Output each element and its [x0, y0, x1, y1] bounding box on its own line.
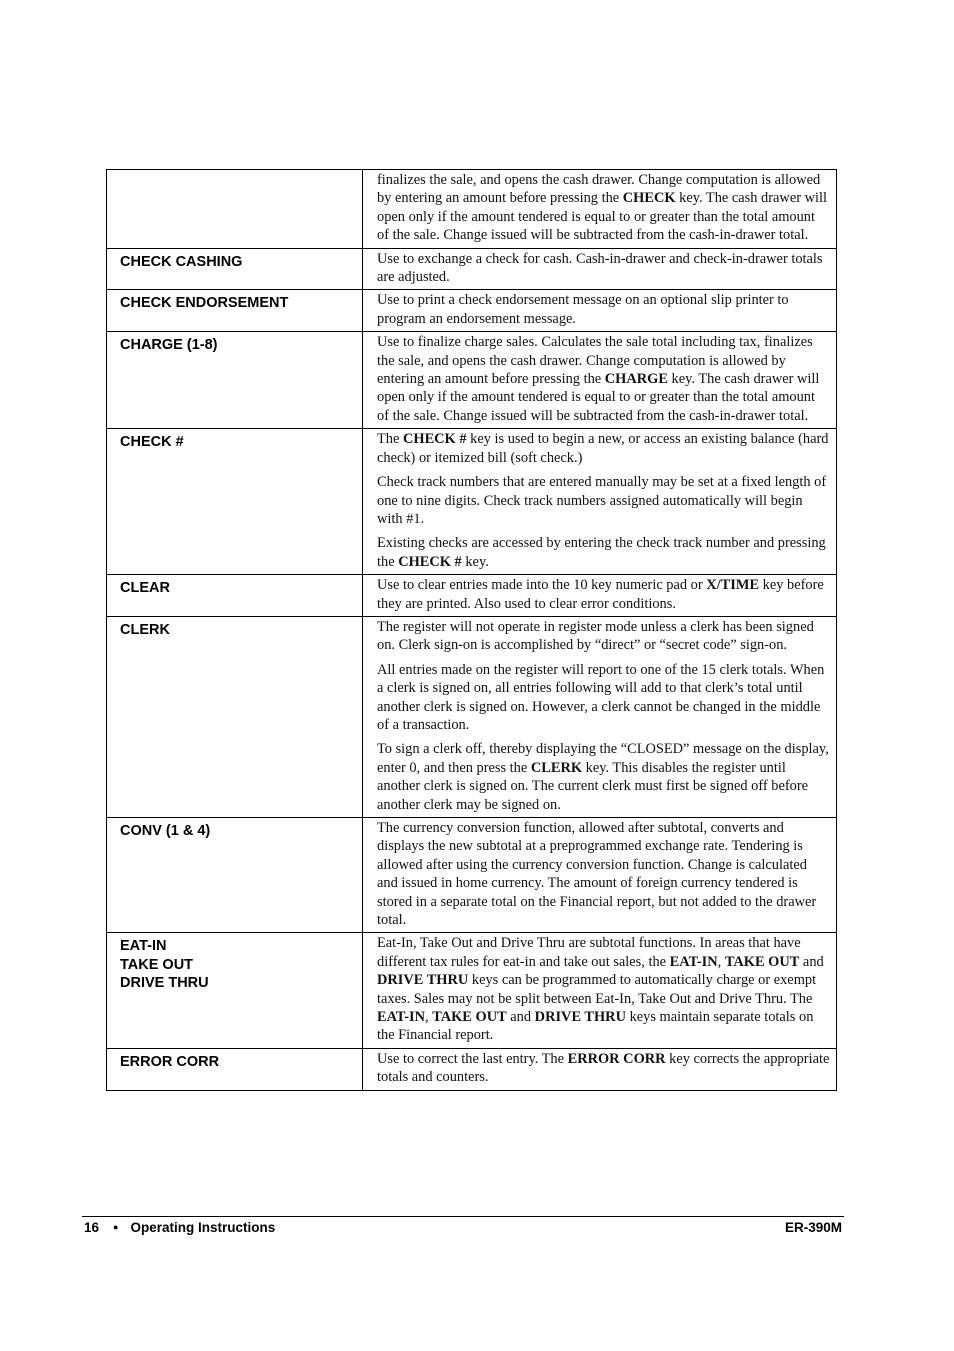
key-reference: CHECK # — [402, 431, 467, 448]
key-name: ERROR CORR — [120, 1053, 220, 1070]
table-row — [107, 290, 837, 332]
key-name-cell — [107, 933, 363, 1048]
description-paragraph — [377, 1050, 830, 1087]
bullet-icon: ● — [113, 1222, 119, 1232]
description-cell — [363, 818, 837, 933]
description-cell — [363, 1048, 837, 1090]
key-name-cell — [107, 248, 363, 290]
description-text: , — [424, 1009, 433, 1026]
description-paragraph — [377, 819, 830, 929]
table-row — [107, 933, 837, 1048]
key-reference: ERROR CORR — [567, 1050, 666, 1067]
table-row — [107, 248, 837, 290]
description-paragraph — [377, 661, 830, 735]
description-text: keys maintain separate totals on the Financial report. — [377, 1009, 814, 1044]
key-reference: CHARGE — [604, 371, 668, 388]
key-name: CLERK — [120, 621, 170, 638]
description-text: Use to clear entries made into the 10 key numeric pad or — [377, 577, 707, 594]
description-text: key. The cash drawer will open only if the amount tendered is equal to or greater than the total amount of the sale. Change issued will be subtracted from the cash-in-drawer total. — [377, 190, 827, 244]
description-paragraph — [377, 576, 830, 613]
key-name: DRIVE THRU — [120, 975, 209, 992]
description-text: All entries made on the register will report to one of the 15 clerk totals. When a clerk is signed on, all entries following will add to that clerk’s total until another clerk is signed on. However, a clerk cannot be changed in the middle of a transaction. — [377, 661, 825, 733]
description-text: The currency conversion function, allowed after subtotal, converts and displays the new subtotal at a preprogrammed exchange rate. Tendering is allowed after using the currency conversion function. Change is calculated and issued in home currency. The amount of foreign currency tendered is stored in a separate total on the Financial report, but not added to the drawer total. — [377, 820, 817, 929]
description-text: keys can be programmed to automatically charge or exempt taxes. Sales may not be split between Eat-In, Take Out and Drive Thru. The — [377, 972, 817, 1007]
description-paragraph — [377, 333, 830, 425]
key-name-cell — [107, 818, 363, 933]
description-cell — [363, 332, 837, 429]
description-cell — [363, 616, 837, 817]
description-cell — [363, 170, 837, 249]
key-name: EAT-IN — [120, 938, 167, 955]
description-text: The register will not operate in register mode unless a clerk has been signed on. Clerk sign-on is accomplished by “direct” or “secret code” sign-on. — [377, 618, 814, 654]
key-function-table — [106, 169, 837, 1091]
description-text: key is used to begin a new, or access an existing balance (hard check) or itemized bill (soft check.) — [377, 431, 829, 466]
description-cell — [363, 248, 837, 290]
key-reference: TAKE OUT — [432, 1009, 507, 1026]
key-reference: X/TIME — [706, 577, 760, 594]
description-text: key before they are printed. Also used to clear error conditions. — [377, 577, 824, 612]
table-row — [107, 170, 837, 249]
key-reference: CHECK — [622, 190, 676, 207]
description-cell — [363, 575, 837, 617]
description-text: key. The cash drawer will open only if the amount tendered is equal to or greater than the total amount of the sale. Change issued will be subtracted from the cash-in-drawer total. — [377, 371, 820, 424]
description-text: and — [799, 953, 824, 970]
key-reference: CLERK — [530, 759, 583, 776]
description-text: Eat-In, Take Out and Drive Thru are subtotal functions. In areas that have different tax rules for eat-in and take out sales, the — [377, 935, 801, 970]
key-name-cell — [107, 429, 363, 575]
description-text: and — [506, 1009, 535, 1026]
key-name: CHARGE (1-8) — [120, 337, 218, 354]
description-paragraph — [377, 618, 830, 655]
description-paragraph — [377, 934, 830, 1044]
table-row — [107, 429, 837, 575]
description-paragraph — [377, 250, 830, 287]
table-row — [107, 818, 837, 933]
description-text: key corrects the appropriate totals and counters. — [377, 1050, 830, 1086]
key-name: CHECK CASHING — [120, 253, 243, 270]
key-reference: DRIVE THRU — [534, 1009, 626, 1026]
description-cell — [363, 290, 837, 332]
description-text: Use to print a check endorsement message on an optional slip printer to program an endorsement message. — [377, 292, 789, 327]
description-text: key. — [461, 553, 489, 570]
description-text: The — [377, 431, 403, 448]
key-name-cell — [107, 616, 363, 817]
table-row — [107, 616, 837, 817]
key-name: CHECK # — [120, 434, 184, 451]
table-row — [107, 1048, 837, 1090]
table-row — [107, 332, 837, 429]
key-name-cell — [107, 1048, 363, 1090]
key-reference: EAT-IN — [377, 1009, 425, 1026]
footer-rule — [82, 1216, 844, 1217]
key-name-cell — [107, 575, 363, 617]
key-name-cell — [107, 290, 363, 332]
page-number: 16 — [84, 1220, 100, 1235]
description-text: Use to correct the last entry. The — [377, 1050, 568, 1067]
key-name: CHECK ENDORSEMENT — [120, 295, 289, 312]
description-text: , — [717, 953, 725, 970]
key-reference: CHECK # — [398, 553, 462, 570]
description-paragraph — [377, 740, 830, 814]
table-row — [107, 575, 837, 617]
description-cell — [363, 429, 837, 575]
description-text: Use to finalize charge sales. Calculates the sale total including tax, finalizes the sale, and opens the cash drawer. Change computation is allowed by entering an amount before pressing the — [377, 334, 813, 388]
key-reference: TAKE OUT — [724, 953, 800, 970]
description-paragraph — [377, 430, 830, 467]
description-paragraph — [377, 291, 830, 328]
key-name: CONV (1 & 4) — [120, 823, 211, 839]
model-name: ER-390M — [784, 1220, 842, 1235]
description-text: Existing checks are accessed by entering the check track number and pressing the — [377, 535, 826, 570]
description-text: To sign a clerk off, thereby displaying the “CLOSED” message on the display, enter 0, and then press the — [377, 741, 829, 776]
description-text: Check track numbers that are entered manually may be set at a fixed length of one to nine digits. Check track numbers assigned automatically will begin with #1. — [377, 474, 827, 527]
description-text: Use to exchange a check for cash. Cash-in-drawer and check-in-drawer totals are adjusted. — [377, 250, 823, 286]
description-text: finalizes the sale, and opens the cash drawer. Change computation is allowed by entering an amount before pressing the — [377, 172, 821, 207]
key-reference: DRIVE THRU — [377, 972, 469, 989]
key-name: CLEAR — [120, 580, 170, 597]
table-body — [107, 170, 837, 1091]
key-reference: EAT-IN — [669, 953, 718, 970]
description-text: key. This disables the register until another clerk is signed on. The current clerk must first be signed off before another clerk may be signed on. — [377, 759, 809, 813]
footer-left — [84, 1220, 275, 1235]
key-name-cell — [107, 170, 363, 249]
key-name: TAKE OUT — [120, 956, 194, 973]
key-name-cell — [107, 332, 363, 429]
description-paragraph — [377, 534, 830, 571]
description-paragraph — [377, 473, 830, 528]
section-title: Operating Instructions — [130, 1220, 276, 1235]
description-paragraph — [377, 171, 830, 245]
description-cell — [363, 933, 837, 1048]
